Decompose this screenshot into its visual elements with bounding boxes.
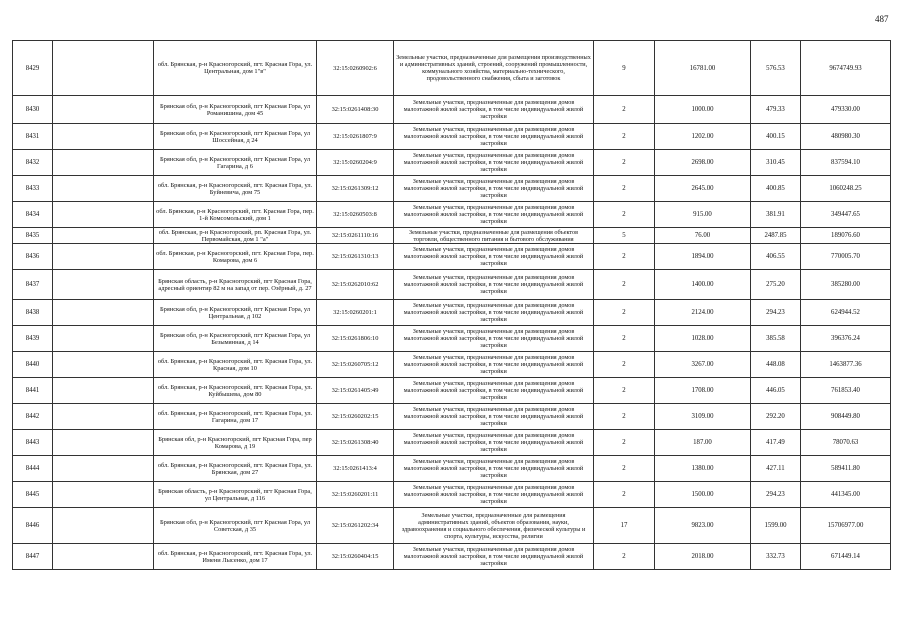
area-cell: 1000.00 [655, 96, 751, 124]
area-cell: 2018.00 [655, 544, 751, 570]
specific-value-cell: 479.33 [751, 96, 801, 124]
cadastral-number-cell: 32:15:0262010:62 [317, 270, 394, 300]
land-purpose-cell: Земельные участки, предназначенные для размещения домов малоэтажной жилой застройки, в том числе индивидуальной жилой застройки [394, 300, 594, 326]
cadastral-number-cell: 32:15:0260404:15 [317, 544, 394, 570]
address-cell: обл. Брянская, р-н Красногорский, пгт. Красная Гора, пер. Комарова, дом 6 [154, 244, 317, 270]
row-number: 8438 [13, 300, 53, 326]
address-cell: Брянская обл, р-н Красногорский, пгт Красная Гора, пер Комарова, д 19 [154, 430, 317, 456]
cadastral-value-cell: 78070.63 [801, 430, 891, 456]
row-number: 8441 [13, 378, 53, 404]
land-purpose-cell: Земельные участки, предназначенные для размещения домов малоэтажной жилой застройки, в том числе индивидуальной жилой застройки [394, 430, 594, 456]
cadastral-value-cell: 589411.80 [801, 456, 891, 482]
table-row [13, 124, 891, 150]
specific-value-cell: 400.85 [751, 176, 801, 202]
address-cell: обл. Брянская, р-н Красногорский, пгт. Красная Гора, ул. Имени Лысенко, дом 17 [154, 544, 317, 570]
group-cell: 5 [594, 228, 655, 244]
specific-value-cell: 385.58 [751, 326, 801, 352]
cadastral-number-cell: 32:15:0261405:49 [317, 378, 394, 404]
table-row [13, 244, 891, 270]
group-cell: 2 [594, 300, 655, 326]
land-purpose-cell: Земельные участки, предназначенные для размещения домов малоэтажной жилой застройки, в том числе индивидуальной жилой застройки [394, 456, 594, 482]
cadastral-value-cell: 770005.70 [801, 244, 891, 270]
cadastral-number-cell: 32:15:0261308:40 [317, 430, 394, 456]
row-number: 8433 [13, 176, 53, 202]
specific-value-cell: 576.53 [751, 41, 801, 96]
address-cell: обл. Брянская, р-н Красногорский, пгт. Красная Гора, ул. Куйбышева, дом 80 [154, 378, 317, 404]
row-number: 8442 [13, 404, 53, 430]
land-purpose-cell: Земельные участки, предназначенные для размещения производственных и административных зданий, строений, сооружений промышленности, коммунального хозяйства, материально-технического, продовольственного снабжения, сбыта и заготовок [394, 41, 594, 96]
address-cell: Брянская обл, р-н Красногорский, пгт Красная Гора, ул Шоссейная, д 24 [154, 124, 317, 150]
address-cell: Брянская обл, р-н Красногорский, пгт Красная Гора, ул Центральная, д 102 [154, 300, 317, 326]
area-cell: 1894.00 [655, 244, 751, 270]
group-cell: 2 [594, 124, 655, 150]
area-cell: 2124.00 [655, 300, 751, 326]
spacer-cell [53, 244, 154, 270]
land-purpose-cell: Земельные участки, предназначенные для размещения домов малоэтажной жилой застройки, в том числе индивидуальной жилой застройки [394, 176, 594, 202]
specific-value-cell: 275.20 [751, 270, 801, 300]
cadastral-number-cell: 32:15:0260201:11 [317, 482, 394, 508]
cadastral-value-cell: 761853.40 [801, 378, 891, 404]
spacer-cell [53, 378, 154, 404]
land-purpose-cell: Земельные участки, предназначенные для размещения домов малоэтажной жилой застройки, в том числе индивидуальной жилой застройки [394, 96, 594, 124]
table-row [13, 270, 891, 300]
row-number: 8445 [13, 482, 53, 508]
table-row [13, 96, 891, 124]
group-cell: 2 [594, 270, 655, 300]
table-row [13, 41, 891, 96]
address-cell: Брянская обл, р-н Красногорский, пгт Красная Гора, ул Советская, д 35 [154, 508, 317, 544]
group-cell: 2 [594, 176, 655, 202]
land-purpose-cell: Земельные участки, предназначенные для размещения объектов торговли, общественного питания и бытового обслуживания [394, 228, 594, 244]
cadastral-value-cell: 189076.60 [801, 228, 891, 244]
table-row [13, 508, 891, 544]
cadastral-value-cell: 396376.24 [801, 326, 891, 352]
table-row [13, 150, 891, 176]
cadastral-value-cell: 441345.00 [801, 482, 891, 508]
row-number: 8437 [13, 270, 53, 300]
cadastral-number-cell: 32:15:0260202:15 [317, 404, 394, 430]
row-number: 8434 [13, 202, 53, 228]
land-purpose-cell: Земельные участки, предназначенные для размещения домов малоэтажной жилой застройки, в том числе индивидуальной жилой застройки [394, 378, 594, 404]
land-purpose-cell: Земельные участки, предназначенные для размещения домов малоэтажной жилой застройки, в том числе индивидуальной жилой застройки [394, 352, 594, 378]
group-cell: 2 [594, 404, 655, 430]
area-cell: 1028.00 [655, 326, 751, 352]
group-cell: 2 [594, 544, 655, 570]
area-cell: 1400.00 [655, 270, 751, 300]
row-number: 8447 [13, 544, 53, 570]
specific-value-cell: 427.11 [751, 456, 801, 482]
address-cell: Брянская обл, р-н Красногорский, пгт Красная Гора, ул Безымянная, д 14 [154, 326, 317, 352]
land-purpose-cell: Земельные участки, предназначенные для размещения домов малоэтажной жилой застройки, в том числе индивидуальной жилой застройки [394, 244, 594, 270]
address-cell: Брянская обл, р-н Красногорский, пгт Красная Гора, ул Гагарина, д 6 [154, 150, 317, 176]
land-purpose-cell: Земельные участки, предназначенные для размещения домов малоэтажной жилой застройки, в том числе индивидуальной жилой застройки [394, 202, 594, 228]
land-purpose-cell: Земельные участки, предназначенные для размещения домов малоэтажной жилой застройки, в том числе индивидуальной жилой застройки [394, 124, 594, 150]
cadastral-value-cell: 908449.80 [801, 404, 891, 430]
cadastral-number-cell: 32:15:0260705:12 [317, 352, 394, 378]
row-number: 8446 [13, 508, 53, 544]
address-cell: обл. Брянская, р-н Красногорский, пгт. Красная Гора, ул. Гагарина, дом 17 [154, 404, 317, 430]
table-row [13, 326, 891, 352]
row-number: 8435 [13, 228, 53, 244]
area-cell: 9823.00 [655, 508, 751, 544]
area-cell: 2698.00 [655, 150, 751, 176]
cadastral-value-cell: 385280.00 [801, 270, 891, 300]
group-cell: 2 [594, 352, 655, 378]
cadastral-number-cell: 32:15:0261408:30 [317, 96, 394, 124]
group-cell: 2 [594, 378, 655, 404]
address-cell: обл. Брянская, р-н Красногорский, пгт. Красная Гора, пер. 1-й Комсомольский, дом 1 [154, 202, 317, 228]
land-purpose-cell: Земельные участки, предназначенные для размещения домов малоэтажной жилой застройки, в том числе индивидуальной жилой застройки [394, 270, 594, 300]
area-cell: 187.00 [655, 430, 751, 456]
area-cell: 1500.00 [655, 482, 751, 508]
page-number: 487 [875, 14, 889, 24]
table-row [13, 456, 891, 482]
spacer-cell [53, 544, 154, 570]
table-row [13, 300, 891, 326]
area-cell: 915.00 [655, 202, 751, 228]
area-cell: 16781.00 [655, 41, 751, 96]
cadastral-number-cell: 32:15:0261310:13 [317, 244, 394, 270]
area-cell: 1202.00 [655, 124, 751, 150]
row-number: 8429 [13, 41, 53, 96]
cadastral-number-cell: 32:15:0260204:9 [317, 150, 394, 176]
cadastral-number-cell: 32:15:0261807:9 [317, 124, 394, 150]
address-cell: обл. Брянская, р-н Красногорский, пгт. Красная Гора, ул. Брянская, дом 27 [154, 456, 317, 482]
table-row [13, 176, 891, 202]
table-row [13, 352, 891, 378]
specific-value-cell: 446.05 [751, 378, 801, 404]
cadastral-number-cell: 32:15:0261309:12 [317, 176, 394, 202]
spacer-cell [53, 326, 154, 352]
row-number: 8440 [13, 352, 53, 378]
row-number: 8439 [13, 326, 53, 352]
spacer-cell [53, 96, 154, 124]
cadastral-value-cell: 671449.14 [801, 544, 891, 570]
spacer-cell [53, 202, 154, 228]
address-cell: обл. Брянская, р-н Красногорский, пгт. Красная Гора, ул. Буйневича, дом 75 [154, 176, 317, 202]
table-row [13, 544, 891, 570]
land-purpose-cell: Земельные участки, предназначенные для размещения домов малоэтажной жилой застройки, в том числе индивидуальной жилой застройки [394, 326, 594, 352]
table-row [13, 378, 891, 404]
cadastral-number-cell: 32:15:0261806:10 [317, 326, 394, 352]
group-cell: 2 [594, 430, 655, 456]
cadastral-number-cell: 32:15:0260201:1 [317, 300, 394, 326]
cadastral-value-cell: 349447.65 [801, 202, 891, 228]
row-number: 8444 [13, 456, 53, 482]
spacer-cell [53, 228, 154, 244]
group-cell: 2 [594, 326, 655, 352]
cadastral-number-cell: 32:15:0260503:8 [317, 202, 394, 228]
spacer-cell [53, 482, 154, 508]
specific-value-cell: 2487.85 [751, 228, 801, 244]
address-cell: Брянская область, р-н Красногорский, пгт Красная Гора, адресный ориентир 82 м на запад от пер. Озёрный, д. 27 [154, 270, 317, 300]
group-cell: 17 [594, 508, 655, 544]
cadastral-number-cell: 32:15:0261413:4 [317, 456, 394, 482]
area-cell: 1380.00 [655, 456, 751, 482]
group-cell: 2 [594, 202, 655, 228]
table-row [13, 430, 891, 456]
specific-value-cell: 381.91 [751, 202, 801, 228]
spacer-cell [53, 430, 154, 456]
specific-value-cell: 448.08 [751, 352, 801, 378]
spacer-cell [53, 352, 154, 378]
area-cell: 3267.00 [655, 352, 751, 378]
specific-value-cell: 292.20 [751, 404, 801, 430]
table-row [13, 202, 891, 228]
cadastral-value-table [12, 40, 891, 570]
area-cell: 2645.00 [655, 176, 751, 202]
land-purpose-cell: Земельные участки, предназначенные для размещения административных зданий, объектов образования, науки, здравоохранения и социального обеспечения, физической культуры и спорта, культуры, искусства, религии [394, 508, 594, 544]
address-cell: Брянская обл, р-н Красногорский, пгт Красная Гора, ул Романишина, дом 45 [154, 96, 317, 124]
specific-value-cell: 332.73 [751, 544, 801, 570]
group-cell: 2 [594, 482, 655, 508]
area-cell: 76.00 [655, 228, 751, 244]
specific-value-cell: 310.45 [751, 150, 801, 176]
spacer-cell [53, 124, 154, 150]
group-cell: 2 [594, 96, 655, 124]
cadastral-value-cell: 9674749.93 [801, 41, 891, 96]
spacer-cell [53, 41, 154, 96]
table-body [13, 41, 891, 570]
row-number: 8430 [13, 96, 53, 124]
land-purpose-cell: Земельные участки, предназначенные для размещения домов малоэтажной жилой застройки, в том числе индивидуальной жилой застройки [394, 404, 594, 430]
cadastral-value-cell: 15706977.00 [801, 508, 891, 544]
cadastral-value-cell: 479330.00 [801, 96, 891, 124]
specific-value-cell: 406.55 [751, 244, 801, 270]
spacer-cell [53, 508, 154, 544]
land-purpose-cell: Земельные участки, предназначенные для размещения домов малоэтажной жилой застройки, в том числе индивидуальной жилой застройки [394, 482, 594, 508]
row-number: 8432 [13, 150, 53, 176]
row-number: 8443 [13, 430, 53, 456]
specific-value-cell: 294.23 [751, 482, 801, 508]
spacer-cell [53, 270, 154, 300]
address-cell: Брянская область, р-н Красногорский, пгт Красная Гора, ул Центральная, д 116 [154, 482, 317, 508]
group-cell: 9 [594, 41, 655, 96]
row-number: 8436 [13, 244, 53, 270]
group-cell: 2 [594, 244, 655, 270]
area-cell: 3109.00 [655, 404, 751, 430]
table-row [13, 228, 891, 244]
cadastral-value-cell: 1060248.25 [801, 176, 891, 202]
land-purpose-cell: Земельные участки, предназначенные для размещения домов малоэтажной жилой застройки, в том числе индивидуальной жилой застройки [394, 150, 594, 176]
cadastral-value-cell: 624944.52 [801, 300, 891, 326]
spacer-cell [53, 150, 154, 176]
cadastral-value-cell: 480980.30 [801, 124, 891, 150]
cadastral-number-cell: 32:15:0261202:34 [317, 508, 394, 544]
specific-value-cell: 417.49 [751, 430, 801, 456]
cadastral-number-cell: 32:15:0261110:16 [317, 228, 394, 244]
group-cell: 2 [594, 150, 655, 176]
cadastral-number-cell: 32:15:0260902:6 [317, 41, 394, 96]
spacer-cell [53, 404, 154, 430]
specific-value-cell: 1599.00 [751, 508, 801, 544]
group-cell: 2 [594, 456, 655, 482]
address-cell: обл. Брянская, р-н Красногорский, пгт. Красная Гора, ул. Красная, дом 10 [154, 352, 317, 378]
cadastral-value-cell: 1463877.36 [801, 352, 891, 378]
land-purpose-cell: Земельные участки, предназначенные для размещения домов малоэтажной жилой застройки, в том числе индивидуальной жилой застройки [394, 544, 594, 570]
specific-value-cell: 400.15 [751, 124, 801, 150]
spacer-cell [53, 300, 154, 326]
specific-value-cell: 294.23 [751, 300, 801, 326]
area-cell: 1708.00 [655, 378, 751, 404]
address-cell: обл. Брянская, р-н Красногорский, рп. Красная Гора, ул. Первомайская, дом 1 "а" [154, 228, 317, 244]
cadastral-value-cell: 837594.10 [801, 150, 891, 176]
table-row [13, 482, 891, 508]
spacer-cell [53, 176, 154, 202]
table-row [13, 404, 891, 430]
address-cell: обл. Брянская, р-н Красногорский, пгт. Красная Гора, ул. Центральная, дом 1"в" [154, 41, 317, 96]
row-number: 8431 [13, 124, 53, 150]
spacer-cell [53, 456, 154, 482]
